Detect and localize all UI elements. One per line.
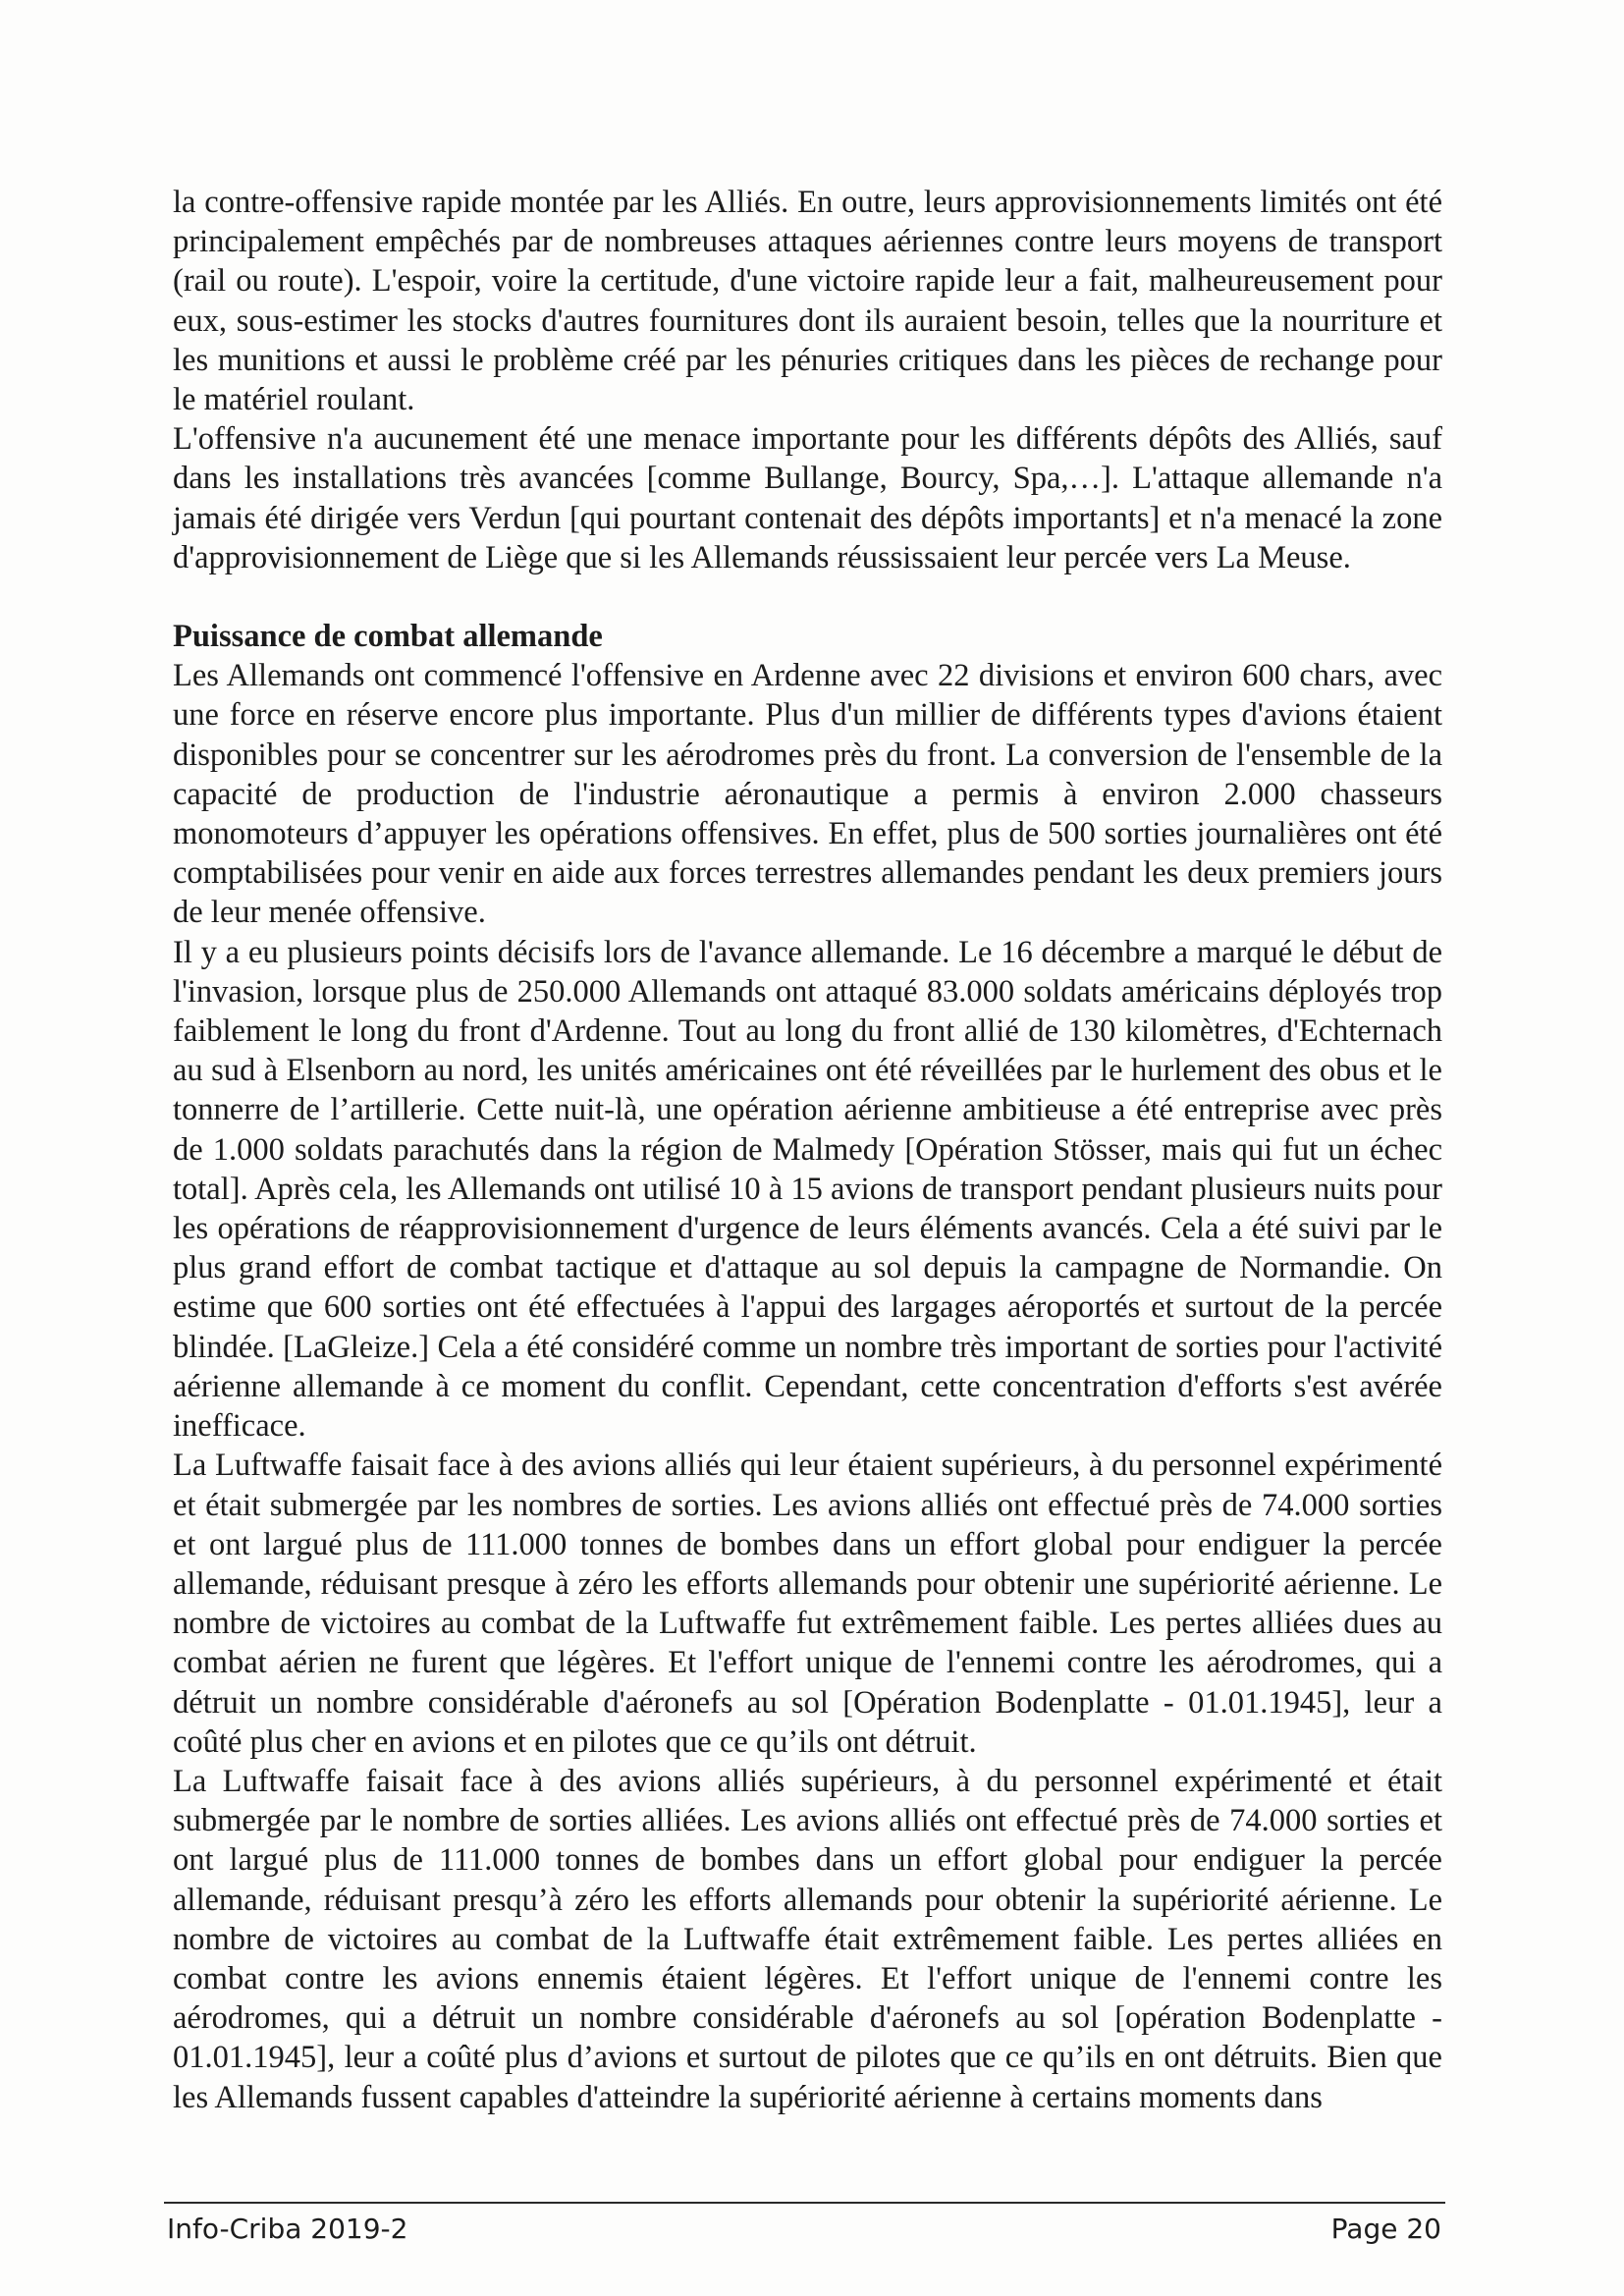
paragraph: la contre-offensive rapide montée par les Alliés. En outre, leurs approvisionnements limités ont été principalement empêchés par de nombreuses attaques aériennes contre leurs moyens de transport (rail ou route). L'espoir, voire la certitude, d'une victoire rapide leur a fait, malheureusement pour eux, sous-estimer les stocks d'autres fournitures dont ils auraient besoin, telles que la nourriture et les munitions et aussi le problème créé par les pénuries critiques dans les pièces de rechange pour le matériel roulant.: [173, 185, 1442, 418]
paragraph: L'offensive n'a aucunement été une menace importante pour les différents dépôts des Alliés, sauf dans les installations très avancées [comme Bullange, Bourcy, Spa,…]. L'attaque allemande n'a jamais été dirigée vers Verdun [qui pourtant contenait des dépôts importants] et n'a menacé la zone d'approvisionnement de Liège que si les Allemands réussissaient leur percée vers La Meuse.: [173, 421, 1442, 575]
footer-divider: [164, 2202, 1445, 2204]
paragraph: Les Allemands ont commencé l'offensive en Ardenne avec 22 divisions et environ 600 chars, avec une force en réserve encore plus importante. Plus d'un millier de différents types d'avions étaient disponibles pour se concentrer sur les aérodromes près du front. La conversion de l'ensemble de la capacité de production de l'industrie aéronautique a permis à environ 2.000 chasseurs monomoteurs d’appuyer les opérations offensives. En effet, plus de 500 sorties journalières ont été comptabilisées pour venir en aide aux forces terrestres allemandes pendant les deux premiers jours de leur menée offensive.: [173, 658, 1442, 931]
footer-publication: Info-Criba 2019-2: [167, 2213, 408, 2245]
paragraph: Il y a eu plusieurs points décisifs lors de l'avance allemande. Le 16 décembre a marqué le début de l'invasion, lorsque plus de 250.000 Allemands ont attaqué 83.000 soldats américains déployés trop faiblement le long du front d'Ardenne. Tout au long du front allié de 130 kilomètres, d'Echternach au sud à Elsenborn au nord, les unités américaines ont été réveillées par le hurlement des obus et le tonnerre de l’artillerie. Cette nuit-là, une opération aérienne ambitieuse a été entreprise avec près de 1.000 soldats parachutés dans la région de Malmedy [Opération Stösser, mais qui fut un échec total]. Après cela, les Allemands ont utilisé 10 à 15 avions de transport pendant plusieurs nuits pour les opérations de réapprovisionnement d'urgence de leurs éléments avancés. Cela a été suivi par le plus grand effort de combat tactique et d'attaque au sol depuis la campagne de Normandie. On estime que 600 sorties ont été effectuées à l'appui des largages aéroportés et surtout de la percée blindée. [LaGleize.] Cela a été considéré comme un nombre très important de sorties pour l'activité aérienne allemande à ce moment du conflit. Cependant, cette concentration d'efforts s'est avérée inefficace.: [173, 934, 1442, 1445]
section-heading: Puissance de combat allemande: [173, 619, 603, 655]
article-body: [173, 183, 1442, 2117]
paragraph: La Luftwaffe faisait face à des avions alliés qui leur étaient supérieurs, à du personnel expérimenté et était submergée par les nombres de sorties. Les avions alliés ont effectué près de 74.000 sorties et ont largué plus de 111.000 tonnes de bombes dans un effort global pour endiguer la percée allemande, réduisant presque à zéro les efforts allemands pour obtenir une supériorité aérienne. Le nombre de victoires au combat de la Luftwaffe fut extrêmement faible. Les pertes alliées dues au combat aérien ne furent que légères. Et l'effort unique de l'ennemi contre les aérodromes, qui a détruit un nombre considérable d'aéronefs au sol [Opération Bodenplatte - 01.01.1945], leur a coûté plus cher en avions et en pilotes que ce qu’ils ont détruit.: [173, 1448, 1442, 1760]
footer-page-number: Page 20: [1330, 2213, 1441, 2245]
paragraph: La Luftwaffe faisait face à des avions alliés supérieurs, à du personnel expérimenté et était submergée par le nombre de sorties alliées. Les avions alliés ont effectué près de 74.000 sorties et ont largué plus de 111.000 tonnes de bombes dans un effort global pour endiguer la percée allemande, réduisant presqu’à zéro les efforts allemands pour obtenir la supériorité aérienne. Le nombre de victoires au combat de la Luftwaffe était extrêmement faible. Les pertes alliées en combat contre les avions ennemis étaient légères. Et l'effort unique de l'ennemi contre les aérodromes, qui a détruit un nombre considérable d'aéronefs au sol [opération Bodenplatte - 01.01.1945], leur a coûté plus d’avions et surtout de pilotes que ce qu’ils en ont détruits. Bien que les Allemands fussent capables d'atteindre la supériorité aérienne à certains moments dans: [173, 1763, 1442, 2115]
